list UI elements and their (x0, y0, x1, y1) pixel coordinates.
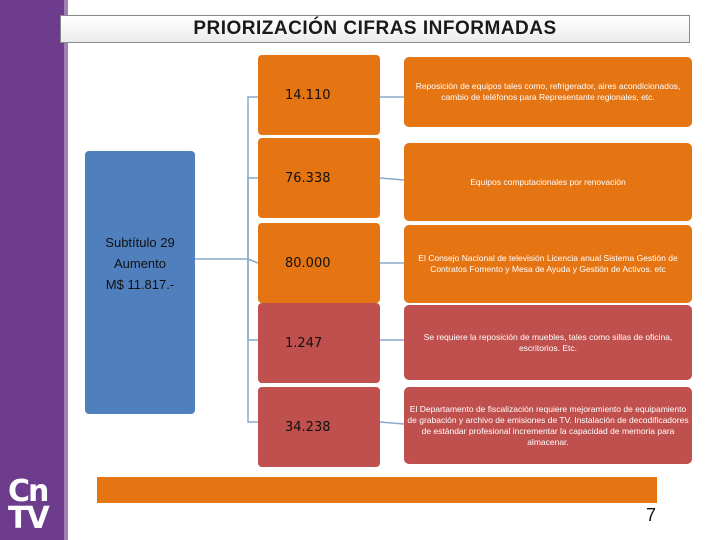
description-2: Equipos computacionales por renovación (470, 177, 626, 187)
connector-4 (248, 259, 258, 340)
value-box-3 (258, 223, 380, 303)
subtitle-line-3: M$ 11.817.- (105, 277, 175, 292)
value-1: 14.110 (285, 87, 331, 103)
description-5: El Departamento de fiscalización requiere mejoramiento de equipamiento de grabación y archivo de emisiones de TV. Instalación de decodificadores de estándar profesional incrementar la capacidad de memoria para almacenar. (407, 403, 689, 447)
link-2 (380, 178, 404, 180)
connector-2 (248, 178, 258, 259)
cntv-logo: Cn TV (8, 474, 48, 536)
description-box-2 (404, 143, 692, 221)
description-1: Reposición de equipos tales como, refrigerador, aires acondicionados, cambio de teléfonos para Representante regionales, etc. (415, 81, 681, 102)
description-box-1 (404, 57, 692, 127)
description-box-4 (404, 305, 692, 380)
value-box-2 (258, 138, 380, 218)
page-number: 7 (646, 505, 657, 525)
value-5: 34.238 (285, 419, 331, 435)
slide-title: PRIORIZACIÓN CIFRAS INFORMADAS (60, 15, 690, 43)
subtitle-line-1: Subtítulo 29 (105, 235, 175, 250)
value-2: 76.338 (285, 170, 331, 186)
description-box-3 (404, 225, 692, 303)
subtitle-line-2: Aumento (113, 256, 167, 271)
value-box-5 (258, 387, 380, 467)
value-4: 1.247 (285, 335, 323, 351)
description-3: El Consejo Nacional de televisión Licencia anual Sistema Gestión de Contratos Fomento y Mesa de Ayuda y Gestión de Activos. etc (418, 253, 678, 274)
description-box-5 (404, 387, 692, 464)
value-box-4 (258, 303, 380, 383)
description-4: Se requiere la reposición de muebles, tales como sillas de oficina, escritorios. Etc. (423, 331, 673, 353)
subtitle-text (100, 232, 180, 295)
connector-3 (248, 259, 258, 263)
value-3: 80.000 (285, 255, 331, 271)
link-5 (380, 422, 404, 424)
value-box-1 (258, 55, 380, 135)
bottom-bar (97, 477, 657, 503)
